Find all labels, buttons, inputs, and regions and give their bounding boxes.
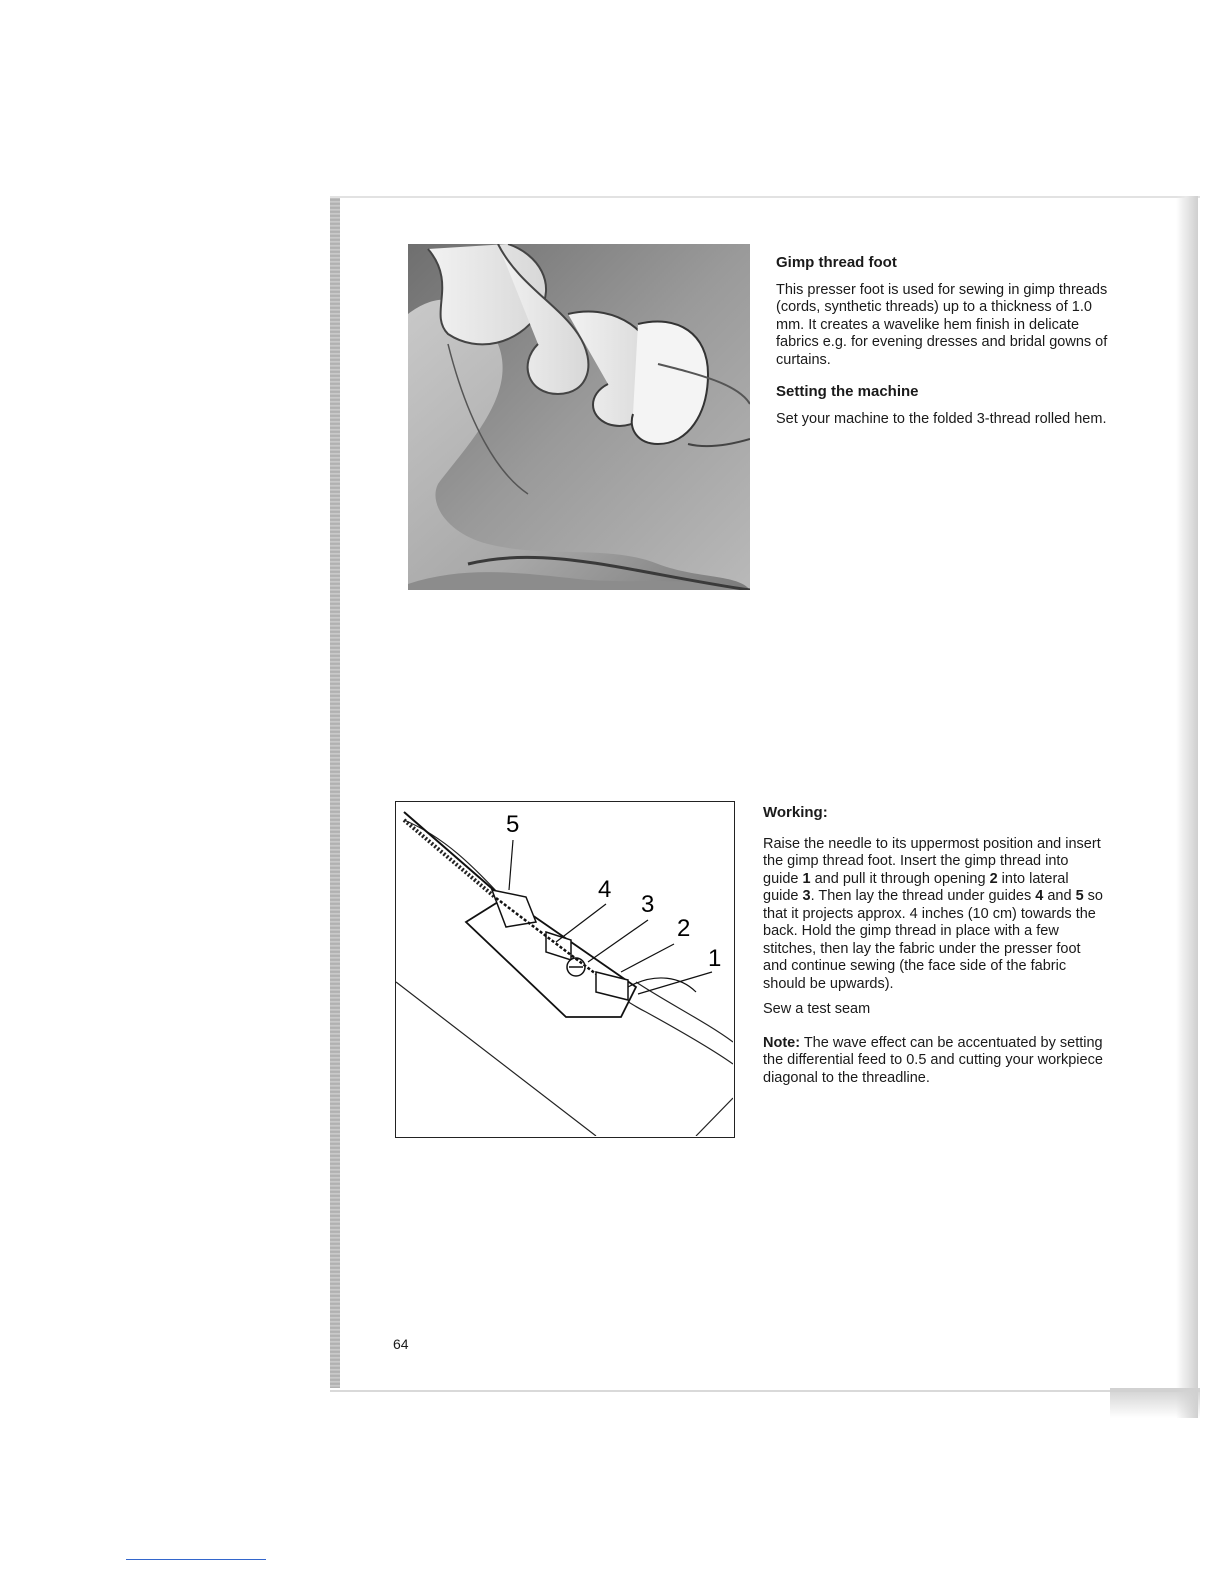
guide-ref-3: 3 (802, 888, 811, 904)
working-text: and (1043, 888, 1076, 904)
note-paragraph (763, 1035, 1103, 1088)
guide-label-5: 5 (506, 811, 520, 838)
binding-edge (330, 198, 340, 1388)
working-heading: Working: (763, 804, 828, 821)
guide-ref-1: 1 (802, 870, 811, 887)
setting-paragraph: Set your machine to the folded 3-thread rolled hem. (776, 410, 1107, 427)
guide-ref-4: 4 (1035, 888, 1044, 904)
guide-label-4: 4 (598, 876, 612, 903)
page-corner-shadow (1110, 1388, 1200, 1418)
intro-section (776, 254, 1111, 436)
guide-ref-2: 2 (989, 870, 998, 887)
section-heading: Gimp thread foot (776, 254, 897, 271)
wavy-hem-photo (408, 244, 750, 590)
working-paragraph (763, 836, 1103, 994)
working-section (763, 802, 1103, 1095)
page-edge-shadow (1176, 196, 1198, 1418)
guide-label-1: 1 (708, 945, 722, 972)
setting-heading: Setting the machine (776, 383, 919, 400)
page-number: 64 (393, 1336, 409, 1352)
intro-paragraph: This presser foot is used for sewing in gimp threads (cords, synthetic threads) up to a thickness of 1.0 mm. It creates a wavelike hem finish in delicate fabrics e.g. for evening dresses and bridal gowns of curtains. (776, 281, 1108, 368)
footer-link-underline[interactable] (126, 1559, 266, 1560)
working-text: so that it projects approx. 4 inches (10 cm) towards the back. Hold the gimp thread in place with a few stitches, then lay the fabric under the presser foot and continue sewing (the face side of the fabric should be upwards). (763, 888, 1103, 992)
note-text: The wave effect can be accentuated by setting the differential feed to 0.5 and cutting your workpiece diagonal to the threadline. (763, 1034, 1103, 1086)
guide-label-2: 2 (677, 915, 691, 942)
working-text: . Then lay the thread under guides (810, 888, 1036, 904)
working-text: Raise the needle to its uppermost position and insert the gimp thread foot. Insert the gimp thread into guide (763, 835, 1101, 887)
presser-foot-diagram (395, 801, 735, 1138)
guide-label-3: 3 (641, 891, 655, 918)
note-label: Note: (763, 1034, 801, 1051)
working-text: into lateral guide (763, 870, 1069, 904)
working-text: and pull it through opening (810, 870, 990, 887)
guide-ref-5: 5 (1075, 888, 1084, 904)
test-seam-text: Sew a test seam (763, 1001, 871, 1017)
